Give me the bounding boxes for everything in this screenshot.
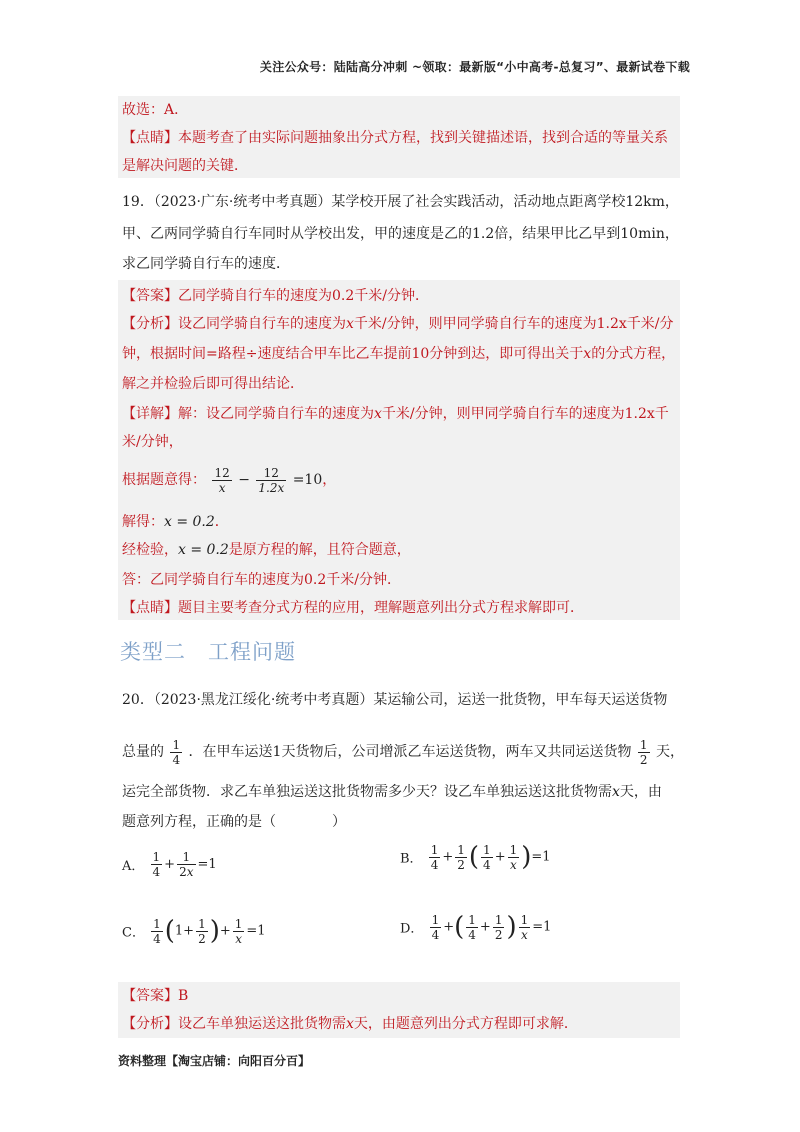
fraction: $\frac{1}{2}$ (639, 737, 648, 767)
q19-answer: 【答案】乙同学骑自行车的速度为0.2千米/分钟． (122, 288, 429, 304)
q20-line3: 运完全部货物．求乙车单独运送这批货物需多少天？设乙车单独运送这批货物需x天，由 (122, 784, 662, 800)
prev-comment-line1: 【点睛】本题考查了由实际问题抽象出分式方程，找到关键描述语，找到合适的等量关系 (122, 130, 668, 146)
option-a[interactable]: A． $\frac{1}{4}$ + $\frac{1}{2x}$ =1 (122, 850, 217, 879)
option-d[interactable]: D． $\frac{1}{4}$ +( $\frac{1}{4}$ + $\frac{1}{2}$ ) $\frac{1}{x}$ =1 (400, 912, 552, 942)
prev-comment-line2: 是解决问题的关键． (122, 158, 248, 174)
q19-analysis-line3: 解之并检验后即可得出结论． (122, 376, 304, 392)
q19-analysis-line2: 钟，根据时间=路程÷速度结合甲车比乙车提前10分钟到达，即可得出关于x的分式方程， (122, 346, 676, 362)
q20-line2: 总量的 $\frac{1}{4}$ ．在甲车运送1天货物后，公司增派乙车运送货物，两车又共同运送货物 $\frac{1}{2}$ 天， (122, 737, 684, 767)
q20-line4: 题意列方程，正确的是（ ） (122, 814, 346, 830)
q20-line1: 20．（2023·黑龙江绥化·统考中考真题）某运输公司，运送一批货物，甲车每天运送货物 (122, 692, 668, 708)
q19-equation: 根据题意得： $\frac{12}{x}$ − $\frac{12}{1.2x}$ =10， (122, 465, 337, 495)
q19-check: 经检验，x = 0.2是原方程的解，且符合题意， (122, 542, 411, 558)
q19-solve: 解得：x = 0.2． (122, 514, 229, 530)
q19-final-answer: 答：乙同学骑自行车的速度为0.2千米/分钟． (122, 572, 401, 588)
q19-line1: 19．（2023·广东·统考中考真题）某学校开展了社会实践活动，活动地点距离学校12km， (122, 194, 679, 210)
page-footer: 资料整理【淘宝店铺：向阳百分百】 (118, 1054, 311, 1068)
fraction: $\frac{12}{1.2x}$ (258, 465, 285, 495)
fraction: $\frac{12}{x}$ (214, 465, 230, 495)
prev-choice: 故选：A． (122, 102, 189, 118)
q20-answer: 【答案】B (122, 988, 189, 1004)
q19-analysis-line1: 【分析】设乙同学骑自行车的速度为x千米/分钟，则甲同学骑自行车的速度为1.2x千米/分 (122, 316, 674, 332)
section-title: 类型二 工程问题 (120, 640, 296, 664)
page-header: 关注公众号：陆陆高分冲刺 ~领取：最新版“小中高考-总复习”、最新试卷下载 (259, 60, 690, 74)
fraction: $\frac{1}{4}$ (172, 737, 181, 767)
q19-comment: 【点睛】题目主要考查分式方程的应用，理解题意列出分式方程求解即可． (122, 600, 584, 616)
q19-detail-line1: 【详解】解：设乙同学骑自行车的速度为x千米/分钟，则甲同学骑自行车的速度为1.2x千 (122, 406, 669, 422)
q20-analysis: 【分析】设乙车单独运送这批货物需x天，由题意列出分式方程即可求解． (122, 1016, 578, 1032)
q19-line3: 求乙同学骑自行车的速度． (122, 256, 290, 272)
comment-tag: 【点睛】 (122, 130, 178, 146)
q19-line2: 甲、乙两同学骑自行车同时从学校出发，甲的速度是乙的1.2倍，结果甲比乙早到10min， (122, 226, 679, 242)
option-b[interactable]: B． $\frac{1}{4}$ + $\frac{1}{2}$ ( $\frac{1}{4}$ + $\frac{1}{x}$ )=1 (400, 842, 551, 872)
option-c[interactable]: C． $\frac{1}{4}$ (1+ $\frac{1}{2}$ )+ $\frac{1}{x}$ =1 (122, 916, 266, 946)
q19-detail-line2: 米/分钟， (122, 434, 183, 450)
